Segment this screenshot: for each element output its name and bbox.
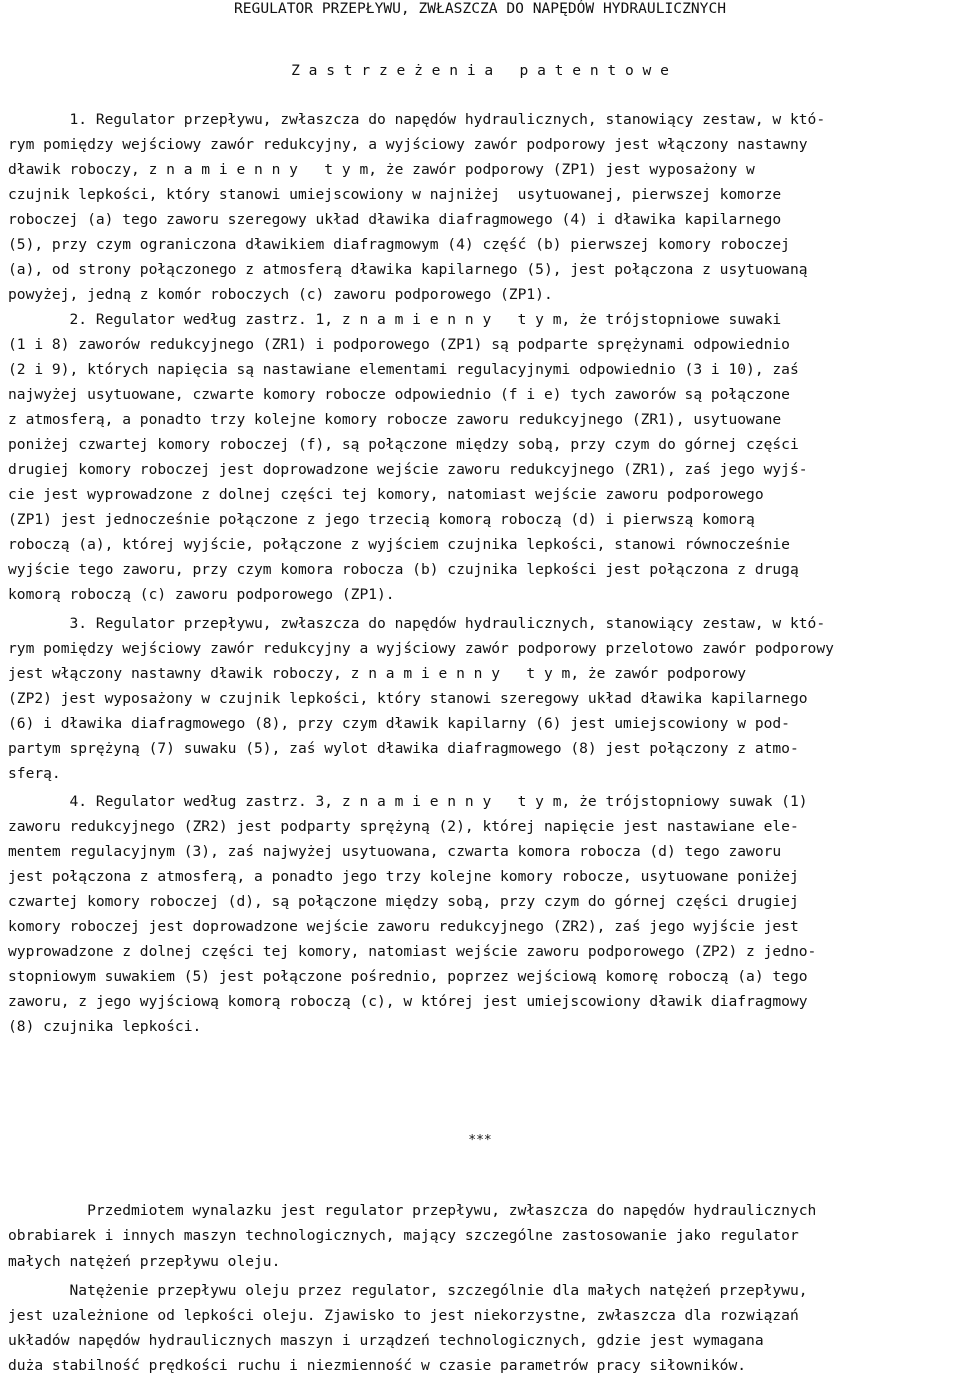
claims-line: (ZP1) jest jednocześnie połączone z jego trzecią komorą roboczą (d) i pierwszą komorą xyxy=(8,511,755,528)
claims-line: poniżej czwartej komory roboczej (f), są połączone między sobą, przy czym do górnej części xyxy=(8,436,799,453)
claims-line: (ZP2) jest wyposażony w czujnik lepkości, który stanowi szeregowy układ dławika kapilarnego xyxy=(8,690,808,707)
description-line: małych natężeń przepływu oleju. xyxy=(8,1253,281,1270)
claims-line: wyjście tego zaworu, przy czym komora robocza (b) czujnika lepkości jest połączona z drugą xyxy=(8,561,799,578)
claims-line: najwyżej usytuowane, czwarte komory robocze odpowiednio (f i e) tych zaworów są połączone xyxy=(8,386,790,403)
claims-line: (2 i 9), których napięcia są nastawiane elementami regulacyjnymi odpowiednio (3 i 10), zaś xyxy=(8,361,799,378)
description-line: Przedmiotem wynalazku jest regulator przepływu, zwłaszcza do napędów hydraulicznych xyxy=(8,1202,817,1219)
claims-line: wyprowadzone z dolnej części tej komory, natomiast wejście zaworu podporowego (ZP2) z jedno- xyxy=(8,943,817,960)
claims-line: z atmosferą, a ponadto trzy kolejne komory robocze zaworu redukcyjnego (ZR1), usytuowane xyxy=(8,411,782,428)
document-title: REGULATOR PRZEPŁYWU, ZWŁASZCZA DO NAPĘDÓW HYDRAULICZNYCH xyxy=(233,0,727,17)
claims-line: czujnik lepkości, który stanowi umiejscowiony w najniżej usytuowanej, pierwszej komorze xyxy=(8,186,782,203)
claims-line: komorą roboczą (c) zaworu podporowego (ZP1). xyxy=(8,586,395,603)
description-line: układów napędów hydraulicznych maszyn i urządzeń technologicznych, gdzie jest wymagana xyxy=(8,1332,764,1349)
claims-line: (1 i 8) zaworów redukcyjnego (ZR1) i podporowego (ZP1) są podparte sprężynami odpowiednio xyxy=(8,336,790,353)
claims-line: jest włączony nastawny dławik roboczy, z n a m i e n n y t y m, że zawór podporowy xyxy=(8,665,747,682)
claims-line: (6) i dławika diafragmowego (8), przy czym dławik kapilarny (6) jest umiejscowiony w pod- xyxy=(8,715,790,732)
claims-line: (5), przy czym ograniczona dławikiem diafragmowym (4) część (b) pierwszej komory roboczej xyxy=(8,236,790,253)
claims-line: powyżej, jedną z komór roboczych (c) zaworu podporowego (ZP1). xyxy=(8,286,553,303)
claims-line: (a), od strony połączonego z atmosferą dławika kapilarnego (5), jest połączona z usytuowaną xyxy=(8,261,808,278)
claims-line: (8) czujnika lepkości. xyxy=(8,1018,202,1035)
claims-line: rym pomiędzy wejściowy zawór redukcyjny a wyjściowy zawór podporowy przelotowo zawór podporowy xyxy=(8,640,834,657)
description-line: duża stabilność prędkości ruchu i niezmienność w czasie parametrów pracy siłowników. xyxy=(8,1357,747,1374)
description-line: obrabiarek i innych maszyn technologicznych, mający szczególne zastosowanie jako regulator xyxy=(8,1227,799,1244)
claims-line: roboczą (a), której wyjście, połączone z wyjściem czujnika lepkości, stanowi równocześnie xyxy=(8,536,790,553)
claims-line: stopniowym suwakiem (5) jest połączone pośrednio, poprzez wejściową komorę roboczą (a) tego xyxy=(8,968,808,985)
description-line: Natężenie przepływu oleju przez regulator, szczególnie dla małych natężeń przepływu, xyxy=(8,1282,808,1299)
claims-line: zaworu redukcyjnego (ZR2) jest podparty sprężyną (2), której napięcie jest nastawiane ele- xyxy=(8,818,799,835)
claims-line: rym pomiędzy wejściowy zawór redukcyjny, a wyjściowy zawór podporowy jest włączony nastawny xyxy=(8,136,808,153)
claims-line: czwartej komory roboczej (d), są połączone między sobą, przy czym do górnej części drugiej xyxy=(8,893,799,910)
claims-heading: Z a s t r z e ż e n i a p a t e n t o w e xyxy=(291,62,669,79)
claims-line: dławik roboczy, z n a m i e n n y t y m, że zawór podporowy (ZP1) jest wyposażony w xyxy=(8,161,755,178)
claims-line: 4. Regulator według zastrz. 3, z n a m i e n n y t y m, że trójstopniowy suwak (1) xyxy=(8,793,808,810)
claims-line: mentem regulacyjnym (3), zaś najwyżej usytuowana, czwarta komora robocza (d) tego zaworu xyxy=(8,843,782,860)
claims-line: drugiej komory roboczej jest doprowadzone wejście zaworu redukcyjnego (ZR1), zaś jego wyjś- xyxy=(8,461,808,478)
claims-line: zaworu, z jego wyjściową komorą roboczą (c), w której jest umiejscowiony dławik diafragmowy xyxy=(8,993,808,1010)
claims-line: 1. Regulator przepływu, zwłaszcza do napędów hydraulicznych, stanowiący zestaw, w któ- xyxy=(8,111,826,128)
claims-line: partym sprężyną (7) suwaku (5), zaś wylot dławika diafragmowego (8) jest połączony z atmo- xyxy=(8,740,799,757)
claims-line: roboczej (a) tego zaworu szeregowy układ dławika diafragmowego (4) i dławika kapilarnego xyxy=(8,211,782,228)
claims-line: jest połączona z atmosferą, a ponadto jego trzy kolejne komory robocze, usytuowane poniżej xyxy=(8,868,799,885)
claims-line: 2. Regulator według zastrz. 1, z n a m i e n n y t y m, że trójstopniowe suwaki xyxy=(8,311,782,328)
claims-line: cie jest wyprowadzone z dolnej części tej komory, natomiast wejście zaworu podporowego xyxy=(8,486,764,503)
claims-line: komory roboczej jest doprowadzone wejście zaworu redukcyjnego (ZR2), zaś jego wyjście jest xyxy=(8,918,799,935)
description-line: jest uzależnione od lepkości oleju. Zjawisko to jest niekorzystne, zwłaszcza dla rozwiązań xyxy=(8,1307,799,1324)
section-separator: *** xyxy=(468,1133,492,1148)
claims-line: sferą. xyxy=(8,765,61,782)
claims-line: 3. Regulator przepływu, zwłaszcza do napędów hydraulicznych, stanowiący zestaw, w któ- xyxy=(8,615,826,632)
